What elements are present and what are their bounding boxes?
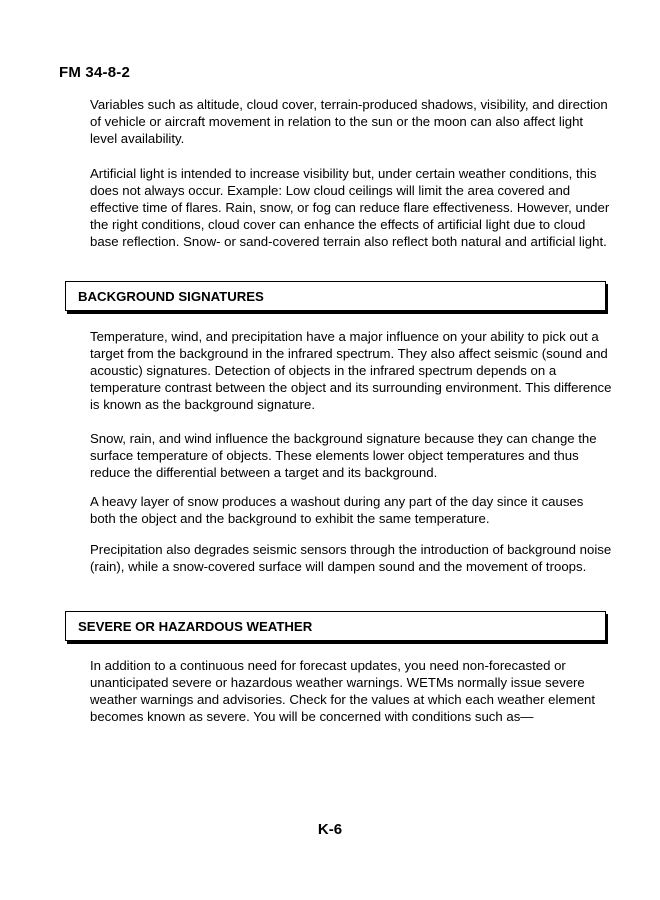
manual-id-header: FM 34-8-2 (59, 64, 130, 81)
section-heading-background-signatures (65, 281, 606, 311)
paragraph-light-variables: Variables such as altitude, cloud cover, terrain-produced shadows, visibility, and direction of vehicle or aircraft movement in relation to the sun or the moon can also affect light level availability. (90, 97, 608, 146)
paragraph-seismic-sensors: Precipitation also degrades seismic sensors through the introduction of background noise (rain), while a snow-covered surface will dampen sound and the movement of troops. (90, 542, 612, 574)
section-heading-label: BACKGROUND SIGNATURES (78, 288, 264, 304)
paragraph-heavy-snow-washout: A heavy layer of snow produces a washout during any part of the day since it causes both the object and the background to exhibit the same temperature. (90, 494, 584, 526)
paragraph-artificial-light: Artificial light is intended to increase visibility but, under certain weather conditions, this does not always occur. Example: Low cloud ceilings will limit the area covered and effective time of flares. Rain, snow, or fog can reduce flare effectiveness. However, under the right conditions, cloud cover can enhance the effects of artificial light due to cloud base reflection. Snow- or sand-covered terrain also reflect both natural and artificial light. (90, 166, 610, 249)
section-heading-severe-weather (65, 611, 606, 641)
paragraph-temperature-influence: Temperature, wind, and precipitation have a major influence on your ability to pick out a target from the background in the infrared spectrum. They also affect seismic (sound and acoustic) signatures. Detection of objects in the infrared spectrum depends on a temperature contrast between the object and its surrounding environment. This difference is known as the background signature. (90, 329, 612, 412)
page-number: K-6 (317, 821, 343, 838)
paragraph-severe-weather-warnings: In addition to a continuous need for forecast updates, you need non-forecasted or unanticipated severe or hazardous weather warnings. WETMs normally issue severe weather warnings and advisories. Check for the values at which each weather element becomes known as severe. You will be concerned with conditions such as— (90, 658, 596, 724)
paragraph-snow-rain-wind: Snow, rain, and wind influence the background signature because they can change the surface temperature of objects. These elements lower object temperatures and thus reduce the differential between a target and its background. (90, 431, 597, 480)
section-heading-label: SEVERE OR HAZARDOUS WEATHER (78, 618, 313, 634)
